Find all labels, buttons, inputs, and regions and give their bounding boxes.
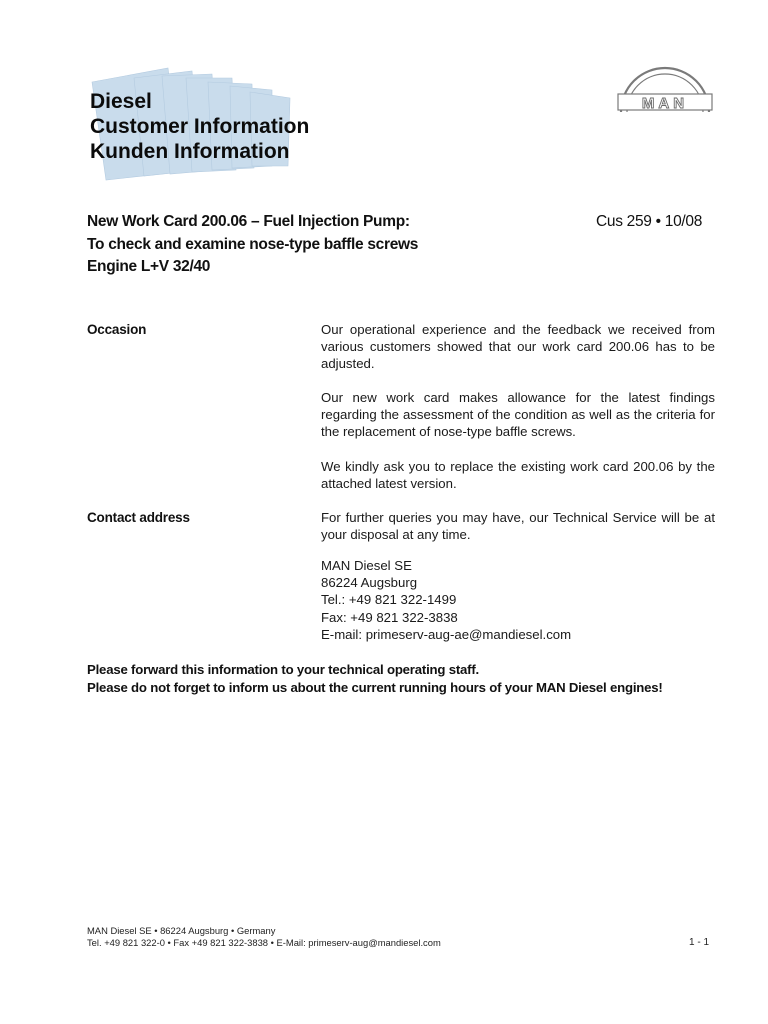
man-logo	[615, 60, 715, 118]
title-line-2: To check and examine nose-type baffle screws	[87, 235, 419, 253]
contact-address-label: Contact address	[87, 510, 190, 525]
title-line-1: New Work Card 200.06 – Fuel Injection Pump:	[87, 213, 410, 230]
contact-details	[321, 557, 715, 643]
customer-information-banner	[82, 62, 402, 182]
occasion-label: Occasion	[87, 322, 147, 337]
title-line-3: Engine L+V 32/40	[87, 258, 211, 275]
contact-email: E-mail: primeserv-aug-ae@mandiesel.com	[321, 626, 572, 642]
banner-line-kunden-information: Kunden Information	[90, 140, 290, 163]
banner-heading	[90, 89, 309, 164]
footer-address: MAN Diesel SE • 86224 Augsburg • Germany	[87, 925, 276, 936]
contact-city: 86224 Augsburg	[321, 575, 418, 591]
notice-line-1: Please forward this information to your technical operating staff.	[87, 662, 480, 677]
contact-tel: Tel.: +49 821 322-1499	[321, 592, 457, 608]
page-number: 1 - 1	[689, 937, 710, 948]
contact-fax: Fax: +49 821 322-3838	[321, 609, 458, 625]
occasion-paragraph-1: Our operational experience and the feedback we received from various customers showed that our work card 200.06 has to be adjusted.	[321, 322, 715, 372]
occasion-paragraph-3: We kindly ask you to replace the existing work card 200.06 by the attached latest version.	[321, 459, 715, 492]
logo-text: MAN	[641, 95, 689, 112]
contact-intro: For further queries you may have, our Technical Service will be at your disposal at any time.	[321, 510, 715, 543]
document-title	[87, 211, 418, 279]
banner-line-diesel: Diesel	[90, 90, 152, 113]
contact-company: MAN Diesel SE	[321, 558, 412, 573]
occasion-paragraph-2: Our new work card makes allowance for the latest findings regarding the assessment of the condition as well as the criteria for the replacement of nose-type baffle screws.	[321, 390, 715, 440]
notice-line-2: Please do not forget to inform us about the current running hours of your MAN Diesel engines!	[87, 679, 663, 695]
document-reference: Cus 259 • 10/08	[596, 213, 703, 230]
footer-contact: Tel. +49 821 322-0 • Fax +49 821 322-3838 • E-Mail: primeserv-aug@mandiesel.com	[87, 936, 441, 948]
page-footer	[87, 925, 441, 948]
notice	[87, 661, 663, 696]
banner-line-customer-information: Customer Information	[90, 115, 310, 138]
